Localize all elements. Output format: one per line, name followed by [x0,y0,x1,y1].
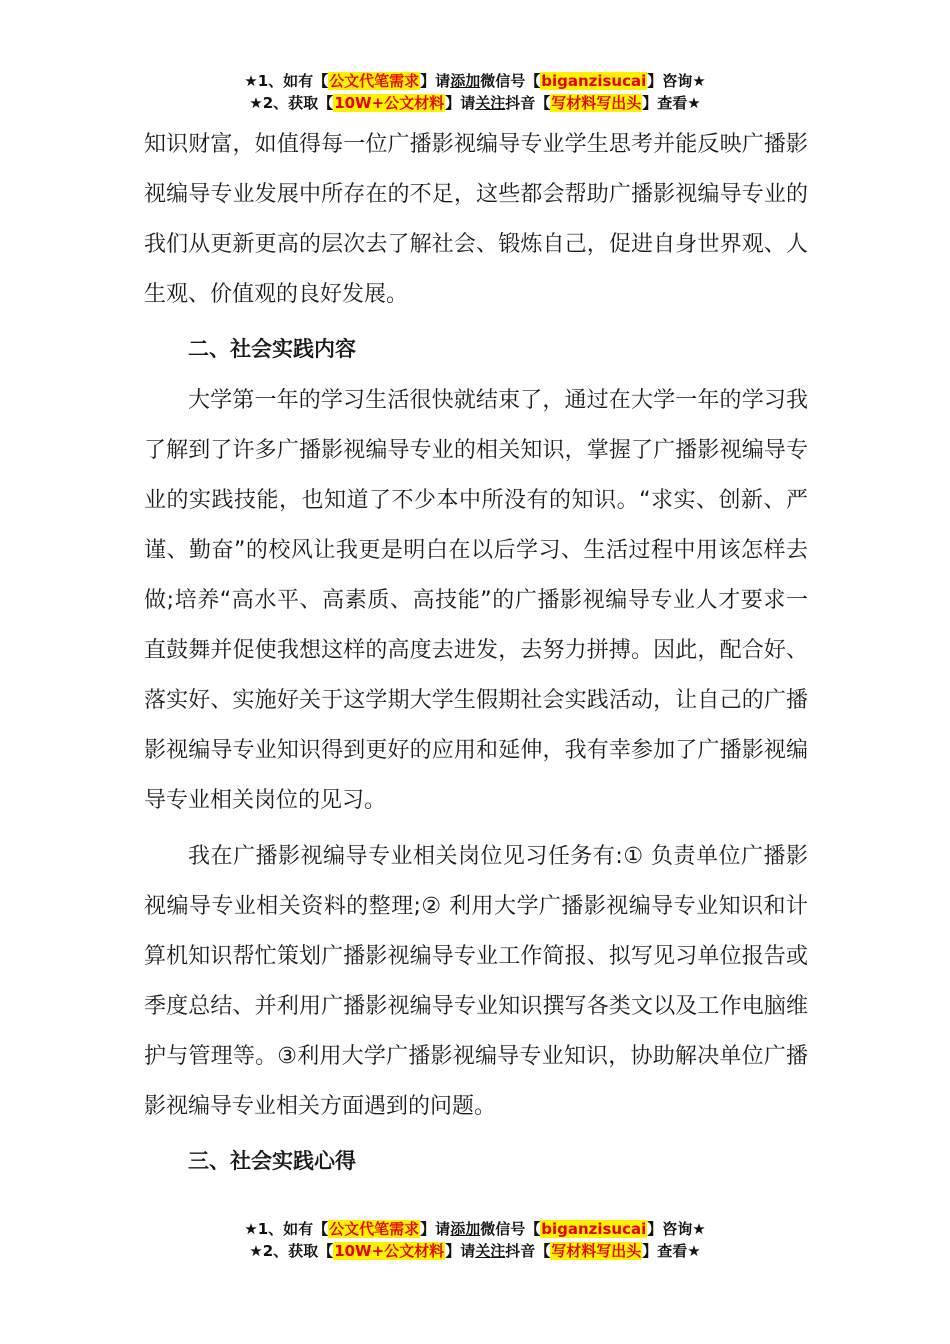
promo-highlight-douyin: 写材料写出头 [551,1242,642,1260]
promo-highlight-service: 公文代笔需求 [329,72,420,90]
promo-text: 】请 [445,1242,476,1260]
promo-text: 】咨询★ [647,72,706,90]
promo-text: 微信号【 [480,1220,541,1238]
section-heading-3: 三、社会实践心得 [188,1149,356,1173]
section-heading-2: 二、社会实践内容 [188,337,356,361]
promo-text: ★1、如有【 [244,1220,329,1238]
promo-text: 】请 [445,94,476,112]
promo-line-2 [0,1240,950,1262]
paragraph-practice-content: 大学第一年的学习生活很快就结束了，通过在大学一年的学习我了解到了许多广播影视编导专业的相关知识，掌握了广播影视编导专业的实践技能，也知道了不少本中所没有的知识。“求实、创新、严谨、勤奋”的校风让我更是明白在以后学习、生活过程中用该怎样去做;培养“高水平、高素质、高技能”的广播影视编导专业人才要求一直鼓舞并促使我想这样的高度去进发，去努力拼搏。因此，配合好、落实好、实施好关于这学期大学生假期社会实践活动，让自己的广播影视编导专业知识得到更好的应用和延伸，我有幸参加了广播影视编导专业相关岗位的见习。 [144,388,808,813]
promo-underline: 添加 [450,1220,481,1238]
promo-line-1 [0,70,950,92]
promo-text: 】请 [420,1220,451,1238]
promo-text: ★2、获取【 [249,94,334,112]
promo-underline: 关注 [475,1242,506,1260]
promo-highlight-materials: 10W+公文材料 [334,94,445,112]
promo-text: 抖音【 [505,1242,551,1260]
promo-underline: 添加 [450,72,481,90]
promo-text: ★1、如有【 [244,72,329,90]
promo-highlight-service: 公文代笔需求 [329,1220,420,1238]
promo-highlight-douyin: 写材料写出头 [551,94,642,112]
promo-text: 抖音【 [505,94,551,112]
paragraph-intro-continued: 知识财富，如值得每一位广播影视编导专业学生思考并能反映广播影视编导专业发展中所存在的不足，这些都会帮助广播影视编导专业的我们从更新更高的层次去了解社会、锻炼自己，促进自身世界观、人生观、价值观的良好发展。 [144,132,808,307]
promo-underline: 关注 [475,94,506,112]
document-body [144,120,808,1188]
promo-text: ★2、获取【 [249,1242,334,1260]
promo-line-2 [0,92,950,114]
promo-highlight-materials: 10W+公文材料 [334,1242,445,1260]
promo-text: 微信号【 [480,72,541,90]
promo-highlight-wechat: biganzisucai [541,1220,647,1238]
footer-promo [0,1218,950,1262]
header-promo [0,70,950,114]
paragraph-internship-tasks: 我在广播影视编导专业相关岗位见习任务有:① 负责单位广播影视编导专业相关资料的整理;② 利用大学广播影视编导专业知识和计算机知识帮忙策划广播影视编导专业工作简报、拟写见习单位报告或季度总结、并利用广播影视编导专业知识撰写各类文以及工作电脑维护与管理等。③利用大学广播影视编导专业知识，协助解决单位广播影视编导专业相关方面遇到的问题。 [144,844,808,1119]
promo-highlight-wechat: biganzisucai [541,72,647,90]
promo-text: 】请 [420,72,451,90]
promo-text: 】咨询★ [647,1220,706,1238]
promo-text: 】查看★ [642,94,701,112]
promo-text: 】查看★ [642,1242,701,1260]
promo-line-1 [0,1218,950,1240]
